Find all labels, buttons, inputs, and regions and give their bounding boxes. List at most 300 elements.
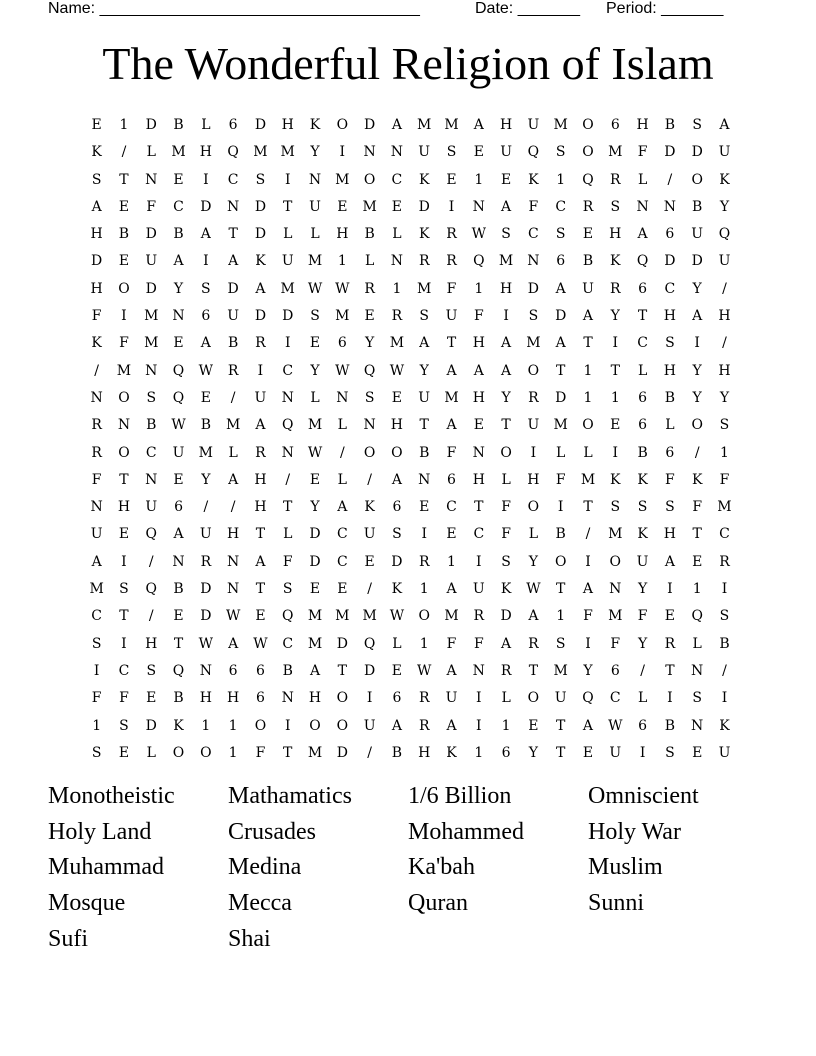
grid-letter[interactable]: S bbox=[201, 280, 211, 297]
grid-letter[interactable]: Y bbox=[637, 581, 648, 598]
grid-letter[interactable]: S bbox=[91, 744, 102, 761]
grid-letter[interactable]: O bbox=[582, 144, 594, 161]
grid-letter[interactable]: N bbox=[390, 144, 404, 161]
grid-letter[interactable]: A bbox=[446, 581, 457, 598]
grid-letter[interactable]: / bbox=[367, 471, 372, 488]
grid-letter[interactable]: D bbox=[500, 608, 512, 625]
grid-letter[interactable]: I bbox=[121, 635, 127, 652]
grid-letter[interactable]: S bbox=[555, 635, 566, 652]
grid-letter[interactable]: B bbox=[664, 717, 676, 734]
grid-letter[interactable]: I bbox=[585, 635, 591, 652]
grid-letter[interactable]: Y bbox=[719, 198, 730, 215]
grid-letter[interactable]: A bbox=[501, 362, 512, 379]
grid-letter[interactable]: E bbox=[173, 171, 184, 188]
grid-letter[interactable]: M bbox=[362, 198, 377, 215]
grid-letter[interactable]: T bbox=[556, 362, 566, 379]
grid-letter[interactable]: E bbox=[610, 417, 621, 434]
grid-letter[interactable]: C bbox=[473, 526, 485, 543]
grid-letter[interactable]: 1 bbox=[474, 744, 484, 761]
grid-letter[interactable]: S bbox=[637, 499, 648, 516]
grid-letter[interactable]: Y bbox=[310, 362, 320, 379]
grid-letter[interactable]: S bbox=[665, 744, 675, 761]
grid-letter[interactable]: Y bbox=[528, 744, 539, 761]
grid-letter[interactable]: C bbox=[555, 198, 567, 215]
grid-letter[interactable]: U bbox=[445, 690, 458, 707]
grid-letter[interactable]: / bbox=[585, 526, 591, 543]
grid-letter[interactable]: T bbox=[501, 417, 511, 434]
grid-letter[interactable]: T bbox=[583, 499, 593, 516]
grid-letter[interactable]: 1 bbox=[556, 171, 566, 188]
grid-letter[interactable]: 6 bbox=[447, 471, 456, 488]
grid-letter[interactable]: 1 bbox=[201, 717, 211, 734]
grid-letter[interactable]: Q bbox=[281, 417, 294, 434]
grid-letter[interactable]: C bbox=[336, 526, 348, 543]
grid-letter[interactable]: 6 bbox=[665, 444, 675, 461]
grid-letter[interactable]: U bbox=[609, 744, 622, 761]
grid-letter[interactable]: D bbox=[555, 389, 567, 406]
grid-letter[interactable]: I bbox=[121, 308, 127, 325]
grid-letter[interactable]: B bbox=[555, 526, 566, 543]
grid-letter[interactable]: M bbox=[417, 117, 432, 133]
grid-letter[interactable]: H bbox=[390, 417, 404, 434]
grid-letter[interactable]: D bbox=[254, 117, 267, 133]
grid-letter[interactable]: F bbox=[91, 471, 102, 488]
grid-letter[interactable]: L bbox=[501, 690, 511, 707]
grid-letter[interactable]: 6 bbox=[255, 662, 265, 679]
grid-letter[interactable]: L bbox=[283, 526, 293, 543]
grid-letter[interactable]: M bbox=[144, 335, 159, 352]
grid-letter[interactable]: K bbox=[719, 171, 730, 188]
grid-letter[interactable]: H bbox=[254, 471, 267, 488]
grid-letter[interactable]: A bbox=[173, 526, 184, 543]
grid-letter[interactable]: E bbox=[337, 581, 348, 598]
grid-letter[interactable]: F bbox=[91, 690, 102, 707]
grid-letter[interactable]: H bbox=[663, 526, 676, 543]
grid-letter[interactable]: H bbox=[527, 471, 540, 488]
grid-letter[interactable]: B bbox=[282, 662, 293, 679]
grid-letter[interactable]: L bbox=[637, 690, 648, 707]
grid-letter[interactable]: O bbox=[582, 117, 594, 133]
grid-letter[interactable]: C bbox=[609, 690, 621, 707]
grid-letter[interactable]: O bbox=[554, 553, 567, 570]
grid-letter[interactable]: T bbox=[255, 581, 266, 598]
grid-letter[interactable]: 1 bbox=[556, 608, 566, 625]
grid-letter[interactable]: E bbox=[391, 389, 403, 406]
grid-letter[interactable]: 1 bbox=[692, 581, 702, 598]
grid-letter[interactable]: O bbox=[118, 389, 130, 406]
grid-letter[interactable]: 6 bbox=[556, 253, 566, 270]
grid-letter[interactable]: D bbox=[145, 280, 157, 297]
grid-letter[interactable]: E bbox=[391, 662, 403, 679]
grid-letter[interactable]: T bbox=[255, 526, 266, 543]
grid-letter[interactable]: D bbox=[336, 635, 348, 652]
grid-letter[interactable]: S bbox=[501, 226, 511, 243]
grid-letter[interactable]: R bbox=[446, 253, 457, 270]
grid-letter[interactable]: L bbox=[201, 117, 211, 133]
grid-letter[interactable]: Y bbox=[610, 308, 620, 325]
grid-letter[interactable]: Q bbox=[582, 171, 594, 188]
grid-letter[interactable]: W bbox=[608, 717, 623, 734]
grid-letter[interactable]: / bbox=[722, 335, 727, 352]
grid-letter[interactable]: K bbox=[91, 335, 102, 352]
grid-letter[interactable]: U bbox=[718, 144, 731, 161]
grid-letter[interactable]: O bbox=[200, 744, 212, 761]
grid-letter[interactable]: L bbox=[392, 226, 402, 243]
grid-letter[interactable]: D bbox=[664, 253, 676, 270]
grid-letter[interactable]: A bbox=[255, 417, 266, 434]
grid-letter[interactable]: D bbox=[145, 226, 157, 243]
grid-letter[interactable]: C bbox=[719, 526, 730, 543]
grid-letter[interactable]: K bbox=[500, 581, 512, 598]
grid-letter[interactable]: R bbox=[500, 662, 512, 679]
grid-letter[interactable]: Q bbox=[473, 253, 485, 270]
grid-letter[interactable]: H bbox=[663, 362, 676, 379]
grid-letter[interactable]: B bbox=[200, 417, 211, 434]
grid-letter[interactable]: E bbox=[419, 499, 430, 516]
grid-letter[interactable]: F bbox=[146, 198, 157, 215]
grid-letter[interactable]: R bbox=[418, 717, 430, 734]
grid-letter[interactable]: B bbox=[664, 389, 676, 406]
grid-letter[interactable]: C bbox=[173, 198, 184, 215]
grid-letter[interactable]: E bbox=[309, 581, 321, 598]
grid-letter[interactable]: U bbox=[90, 526, 103, 543]
grid-letter[interactable]: N bbox=[527, 253, 540, 270]
grid-letter[interactable]: D bbox=[254, 308, 267, 325]
grid-letter[interactable]: N bbox=[609, 581, 622, 598]
grid-letter[interactable]: T bbox=[228, 226, 238, 243]
grid-letter[interactable]: W bbox=[198, 362, 214, 379]
grid-letter[interactable]: Q bbox=[172, 389, 185, 406]
grid-letter[interactable]: A bbox=[91, 198, 102, 215]
grid-letter[interactable]: H bbox=[718, 308, 731, 325]
grid-letter[interactable]: O bbox=[527, 690, 540, 707]
grid-letter[interactable]: F bbox=[719, 471, 730, 488]
grid-letter[interactable]: E bbox=[446, 526, 457, 543]
grid-letter[interactable]: B bbox=[419, 444, 430, 461]
grid-letter[interactable]: Y bbox=[583, 662, 593, 679]
grid-letter[interactable]: M bbox=[307, 253, 323, 270]
grid-letter[interactable]: L bbox=[692, 635, 702, 652]
grid-letter[interactable]: F bbox=[473, 635, 484, 652]
grid-letter[interactable]: U bbox=[227, 308, 240, 325]
grid-letter[interactable]: H bbox=[718, 362, 731, 379]
grid-letter[interactable]: Y bbox=[719, 389, 730, 406]
grid-letter[interactable]: U bbox=[500, 144, 512, 161]
grid-letter[interactable]: N bbox=[172, 553, 185, 570]
grid-letter[interactable]: O bbox=[309, 717, 321, 734]
grid-letter[interactable]: L bbox=[283, 226, 293, 243]
grid-letter[interactable]: / bbox=[694, 444, 700, 461]
grid-letter[interactable]: I bbox=[612, 444, 619, 461]
grid-letter[interactable]: E bbox=[582, 744, 594, 761]
grid-letter[interactable]: M bbox=[417, 280, 432, 297]
grid-letter[interactable]: I bbox=[121, 553, 127, 570]
grid-letter[interactable]: N bbox=[691, 717, 704, 734]
grid-letter[interactable]: D bbox=[145, 717, 157, 734]
grid-letter[interactable]: Q bbox=[227, 144, 239, 161]
grid-letter[interactable]: F bbox=[555, 471, 566, 488]
period-field[interactable]: Period: _______ bbox=[606, 0, 724, 17]
grid-letter[interactable]: I bbox=[93, 662, 100, 679]
grid-letter[interactable]: B bbox=[146, 417, 157, 434]
grid-letter[interactable]: L bbox=[364, 253, 375, 270]
grid-letter[interactable]: O bbox=[118, 280, 130, 297]
grid-letter[interactable]: T bbox=[637, 308, 648, 325]
grid-letter[interactable]: E bbox=[91, 117, 102, 133]
grid-letter[interactable]: N bbox=[363, 417, 376, 434]
grid-letter[interactable]: T bbox=[283, 744, 293, 761]
grid-letter[interactable]: E bbox=[118, 526, 130, 543]
grid-letter[interactable]: O bbox=[527, 499, 540, 516]
grid-letter[interactable]: 6 bbox=[337, 335, 347, 352]
grid-letter[interactable]: B bbox=[664, 117, 676, 133]
grid-letter[interactable]: / bbox=[722, 280, 727, 297]
grid-letter[interactable]: F bbox=[255, 744, 266, 761]
grid-letter[interactable]: U bbox=[418, 144, 431, 161]
grid-letter[interactable]: H bbox=[418, 744, 431, 761]
grid-letter[interactable]: 6 bbox=[228, 662, 238, 679]
grid-letter[interactable]: / bbox=[339, 444, 345, 461]
grid-letter[interactable]: T bbox=[610, 362, 620, 379]
grid-letter[interactable]: M bbox=[608, 608, 623, 625]
grid-letter[interactable]: Q bbox=[172, 662, 185, 679]
grid-letter[interactable]: S bbox=[528, 308, 539, 325]
grid-letter[interactable]: M bbox=[89, 581, 104, 598]
grid-letter[interactable]: F bbox=[665, 471, 675, 488]
grid-letter[interactable]: 6 bbox=[665, 226, 675, 243]
grid-letter[interactable]: C bbox=[227, 171, 239, 188]
grid-letter[interactable]: 6 bbox=[638, 280, 648, 297]
grid-letter[interactable]: I bbox=[366, 690, 373, 707]
grid-letter[interactable]: K bbox=[528, 171, 539, 188]
grid-letter[interactable]: A bbox=[664, 553, 675, 570]
grid-letter[interactable]: R bbox=[418, 253, 430, 270]
grid-letter[interactable]: T bbox=[337, 662, 347, 679]
grid-letter[interactable]: N bbox=[363, 144, 376, 161]
grid-letter[interactable]: M bbox=[144, 308, 159, 325]
grid-letter[interactable]: Y bbox=[364, 335, 375, 352]
grid-letter[interactable]: W bbox=[307, 444, 323, 461]
grid-letter[interactable]: I bbox=[448, 198, 455, 215]
grid-letter[interactable]: S bbox=[255, 171, 266, 188]
grid-letter[interactable]: K bbox=[255, 253, 266, 270]
grid-letter[interactable]: U bbox=[718, 253, 731, 270]
grid-letter[interactable]: L bbox=[501, 471, 511, 488]
grid-letter[interactable]: / bbox=[640, 662, 645, 679]
grid-letter[interactable]: S bbox=[692, 690, 702, 707]
grid-letter[interactable]: I bbox=[284, 335, 291, 352]
grid-letter[interactable]: N bbox=[281, 389, 294, 406]
grid-letter[interactable]: L bbox=[637, 171, 648, 188]
grid-letter[interactable]: W bbox=[253, 635, 268, 652]
grid-letter[interactable]: / bbox=[285, 471, 291, 488]
grid-letter[interactable]: 6 bbox=[392, 690, 402, 707]
grid-letter[interactable]: R bbox=[418, 690, 430, 707]
grid-letter[interactable]: I bbox=[721, 690, 728, 707]
grid-letter[interactable]: / bbox=[722, 662, 727, 679]
grid-letter[interactable]: M bbox=[444, 117, 459, 133]
grid-letter[interactable]: Q bbox=[172, 362, 185, 379]
grid-letter[interactable]: T bbox=[556, 717, 566, 734]
grid-letter[interactable]: E bbox=[309, 471, 321, 488]
grid-letter[interactable]: B bbox=[692, 198, 703, 215]
grid-letter[interactable]: F bbox=[119, 690, 129, 707]
grid-letter[interactable]: M bbox=[498, 253, 514, 270]
grid-letter[interactable]: E bbox=[146, 690, 157, 707]
grid-letter[interactable]: M bbox=[225, 417, 241, 434]
grid-letter[interactable]: W bbox=[417, 662, 432, 679]
grid-letter[interactable]: M bbox=[553, 662, 568, 679]
grid-letter[interactable]: E bbox=[173, 335, 184, 352]
grid-letter[interactable]: / bbox=[230, 499, 236, 516]
grid-letter[interactable]: C bbox=[145, 444, 157, 461]
grid-letter[interactable]: 1 bbox=[337, 253, 347, 270]
grid-letter[interactable]: K bbox=[364, 499, 375, 516]
grid-letter[interactable]: S bbox=[310, 308, 320, 325]
grid-letter[interactable]: B bbox=[173, 226, 184, 243]
grid-letter[interactable]: M bbox=[717, 499, 732, 516]
grid-letter[interactable]: T bbox=[419, 417, 429, 434]
grid-letter[interactable]: C bbox=[336, 553, 348, 570]
grid-letter[interactable]: O bbox=[527, 362, 540, 379]
grid-letter[interactable]: 1 bbox=[392, 280, 402, 297]
grid-letter[interactable]: T bbox=[119, 608, 129, 625]
grid-letter[interactable]: M bbox=[198, 444, 213, 461]
grid-letter[interactable]: S bbox=[719, 608, 730, 625]
grid-letter[interactable]: A bbox=[228, 635, 239, 652]
grid-letter[interactable]: D bbox=[145, 117, 157, 133]
grid-letter[interactable]: A bbox=[555, 335, 566, 352]
grid-letter[interactable]: W bbox=[335, 280, 350, 297]
grid-letter[interactable]: B bbox=[118, 226, 130, 243]
grid-letter[interactable]: T bbox=[528, 662, 539, 679]
grid-letter[interactable]: D bbox=[309, 553, 321, 570]
grid-letter[interactable]: U bbox=[445, 308, 458, 325]
grid-letter[interactable]: H bbox=[90, 226, 103, 243]
grid-letter[interactable]: 1 bbox=[228, 717, 238, 734]
grid-letter[interactable]: N bbox=[636, 198, 649, 215]
grid-letter[interactable]: N bbox=[90, 389, 103, 406]
grid-letter[interactable]: T bbox=[556, 744, 566, 761]
grid-letter[interactable]: O bbox=[500, 444, 512, 461]
grid-letter[interactable]: A bbox=[501, 335, 512, 352]
grid-letter[interactable]: O bbox=[254, 717, 267, 734]
grid-letter[interactable]: M bbox=[580, 471, 596, 488]
grid-letter[interactable]: Y bbox=[637, 635, 648, 652]
grid-letter[interactable]: K bbox=[719, 717, 730, 734]
grid-letter[interactable]: H bbox=[281, 117, 294, 133]
grid-letter[interactable]: 1 bbox=[474, 280, 484, 297]
grid-letter[interactable]: U bbox=[554, 690, 567, 707]
grid-letter[interactable]: A bbox=[200, 335, 211, 352]
grid-letter[interactable]: D bbox=[254, 226, 267, 243]
grid-letter[interactable]: Q bbox=[281, 608, 294, 625]
grid-letter[interactable]: R bbox=[528, 635, 539, 652]
grid-letter[interactable]: Y bbox=[692, 362, 702, 379]
grid-letter[interactable]: A bbox=[391, 471, 402, 488]
grid-letter[interactable]: I bbox=[476, 553, 482, 570]
grid-letter[interactable]: N bbox=[691, 662, 704, 679]
grid-letter[interactable]: R bbox=[91, 417, 102, 434]
grid-letter[interactable]: Q bbox=[582, 690, 594, 707]
grid-letter[interactable]: H bbox=[663, 308, 676, 325]
grid-letter[interactable]: 1 bbox=[119, 117, 129, 133]
grid-letter[interactable]: U bbox=[691, 226, 704, 243]
grid-letter[interactable]: H bbox=[227, 526, 240, 543]
grid-letter[interactable]: F bbox=[501, 499, 511, 516]
grid-letter[interactable]: B bbox=[173, 690, 184, 707]
grid-letter[interactable]: I bbox=[530, 444, 537, 461]
grid-letter[interactable]: S bbox=[392, 526, 402, 543]
grid-letter[interactable]: R bbox=[610, 280, 621, 297]
grid-letter[interactable]: A bbox=[446, 662, 457, 679]
grid-letter[interactable]: F bbox=[91, 308, 102, 325]
grid-letter[interactable]: / bbox=[367, 581, 372, 598]
grid-letter[interactable]: A bbox=[555, 280, 566, 297]
grid-letter[interactable]: Y bbox=[310, 144, 320, 161]
grid-letter[interactable]: Q bbox=[718, 226, 731, 243]
grid-letter[interactable]: N bbox=[145, 171, 158, 188]
grid-letter[interactable]: T bbox=[583, 335, 593, 352]
grid-letter[interactable]: Q bbox=[363, 635, 376, 652]
grid-letter[interactable]: L bbox=[146, 744, 156, 761]
grid-letter[interactable]: M bbox=[335, 171, 350, 188]
grid-letter[interactable]: U bbox=[582, 280, 594, 297]
grid-letter[interactable]: E bbox=[446, 171, 457, 188]
grid-letter[interactable]: O bbox=[391, 444, 403, 461]
grid-letter[interactable]: K bbox=[610, 471, 621, 488]
grid-letter[interactable]: U bbox=[527, 417, 540, 434]
grid-letter[interactable]: / bbox=[121, 144, 127, 161]
grid-letter[interactable]: Y bbox=[173, 280, 184, 297]
grid-letter[interactable]: E bbox=[118, 198, 130, 215]
grid-letter[interactable]: F bbox=[637, 144, 648, 161]
grid-letter[interactable]: E bbox=[391, 198, 403, 215]
grid-letter[interactable]: I bbox=[203, 171, 209, 188]
grid-letter[interactable]: I bbox=[585, 553, 591, 570]
grid-letter[interactable]: B bbox=[582, 253, 594, 270]
grid-letter[interactable]: A bbox=[228, 471, 239, 488]
grid-letter[interactable]: H bbox=[254, 499, 267, 516]
grid-letter[interactable]: W bbox=[198, 635, 214, 652]
grid-letter[interactable]: A bbox=[337, 499, 348, 516]
grid-letter[interactable]: N bbox=[281, 444, 294, 461]
grid-letter[interactable]: I bbox=[257, 362, 264, 379]
grid-letter[interactable]: 1 bbox=[92, 717, 102, 734]
grid-letter[interactable]: B bbox=[719, 635, 730, 652]
grid-letter[interactable]: A bbox=[419, 335, 430, 352]
grid-letter[interactable]: S bbox=[119, 717, 129, 734]
grid-letter[interactable]: A bbox=[692, 308, 703, 325]
grid-letter[interactable]: U bbox=[199, 526, 212, 543]
grid-letter[interactable]: H bbox=[472, 335, 485, 352]
grid-letter[interactable]: 6 bbox=[638, 389, 648, 406]
grid-letter[interactable]: M bbox=[444, 389, 459, 406]
grid-letter[interactable]: W bbox=[389, 608, 405, 625]
grid-letter[interactable]: Q bbox=[636, 253, 649, 270]
grid-letter[interactable]: 6 bbox=[610, 117, 620, 133]
grid-letter[interactable]: R bbox=[364, 280, 375, 297]
grid-letter[interactable]: 6 bbox=[610, 662, 620, 679]
grid-letter[interactable]: M bbox=[280, 144, 295, 161]
grid-letter[interactable]: E bbox=[118, 253, 130, 270]
grid-letter[interactable]: B bbox=[227, 335, 239, 352]
grid-letter[interactable]: S bbox=[419, 308, 429, 325]
grid-letter[interactable]: H bbox=[336, 226, 349, 243]
grid-letter[interactable]: N bbox=[336, 389, 349, 406]
grid-letter[interactable]: C bbox=[118, 662, 130, 679]
grid-letter[interactable]: Q bbox=[145, 526, 157, 543]
